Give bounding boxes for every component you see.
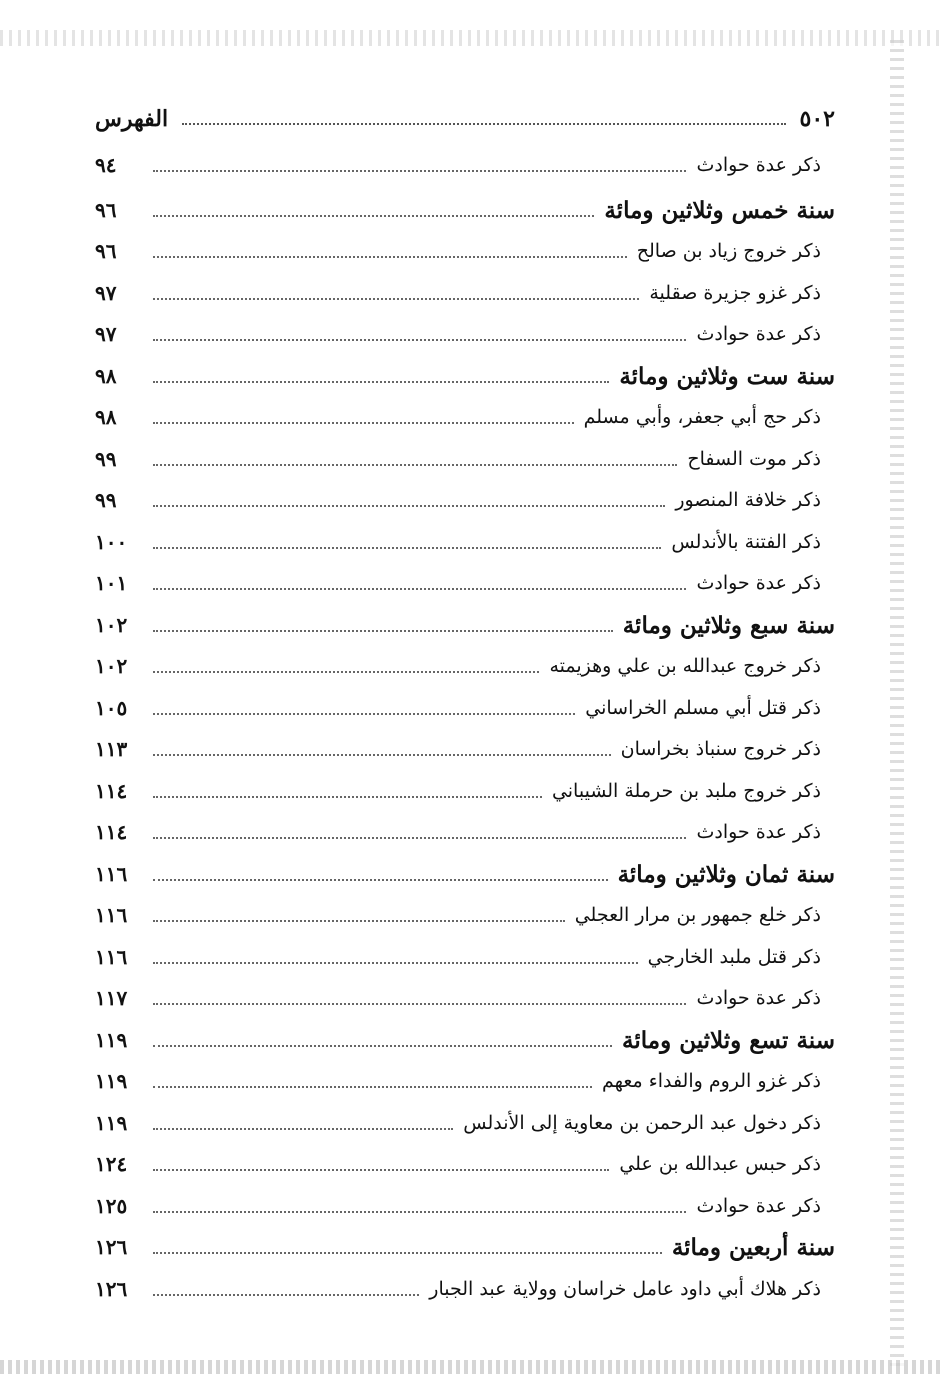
toc-entry-title: ذكر خروج عبدالله بن علي وهزيمته bbox=[549, 655, 821, 677]
toc-entry bbox=[95, 232, 835, 270]
dot-leader bbox=[153, 879, 608, 881]
dot-leader bbox=[153, 1128, 453, 1130]
dot-leader bbox=[153, 671, 539, 673]
toc-page-number: ١١٦ bbox=[95, 862, 128, 886]
toc-year-heading bbox=[95, 357, 835, 395]
toc-page-number: ١١٣ bbox=[95, 737, 128, 761]
toc-entry-title: ذكر غزو الروم والفداء معهم bbox=[601, 1070, 821, 1092]
dot-leader bbox=[153, 1169, 609, 1171]
toc-page-number: ٩٧ bbox=[95, 322, 117, 346]
toc-year-heading bbox=[95, 1021, 835, 1059]
toc-entry-title: ذكر خروج سنباذ بخراسان bbox=[620, 738, 821, 760]
toc-entry-title: ذكر قتل ملبد الخارجي bbox=[647, 946, 821, 968]
page-border-bottom bbox=[0, 1360, 943, 1374]
toc-page-number: ١١٩ bbox=[95, 1111, 128, 1135]
toc-page-number: ٩٨ bbox=[95, 405, 117, 429]
page-number: ٥٠٢ bbox=[799, 106, 835, 132]
toc-year-heading bbox=[95, 191, 835, 229]
toc-entry-title: سنة خمس وثلاثين ومائة bbox=[604, 196, 835, 224]
toc-entry bbox=[95, 772, 835, 810]
dot-leader bbox=[153, 1086, 592, 1088]
dot-leader bbox=[153, 505, 665, 507]
toc-entry-title: ذكر خلع جمهور بن مرار العجلي bbox=[574, 904, 821, 926]
dot-leader bbox=[153, 1003, 686, 1005]
toc-entry-title: ذكر عدة حوادث bbox=[696, 572, 821, 594]
dot-leader bbox=[153, 1294, 419, 1296]
dot-leader bbox=[153, 1252, 662, 1254]
dot-leader bbox=[153, 256, 627, 258]
toc-entry-title: سنة ست وثلاثين ومائة bbox=[619, 362, 835, 390]
toc-page-number: ١٠٠ bbox=[95, 530, 128, 554]
toc-entry bbox=[95, 813, 835, 851]
toc-page-number: ١٠٢ bbox=[95, 613, 128, 637]
toc-entry bbox=[95, 1270, 835, 1308]
toc-page-number: ٩٨ bbox=[95, 364, 117, 388]
dot-leader bbox=[153, 547, 661, 549]
dot-leader bbox=[153, 170, 686, 172]
toc-entry-title: ذكر عدة حوادث bbox=[696, 1195, 821, 1217]
toc-page-number: ١١٩ bbox=[95, 1069, 128, 1093]
toc-page-number: ١٠٥ bbox=[95, 696, 128, 720]
toc-page-number: ١٢٦ bbox=[95, 1277, 128, 1301]
toc-entry bbox=[95, 730, 835, 768]
dot-leader bbox=[153, 962, 638, 964]
toc-page-number: ٩٧ bbox=[95, 281, 117, 305]
toc-year-heading bbox=[95, 1228, 835, 1266]
toc-page-number: ١١٩ bbox=[95, 1028, 128, 1052]
toc-entry-title: ذكر حج أبي جعفر، وأبي مسلم bbox=[583, 406, 821, 428]
toc-entry-title: ذكر موت السفاح bbox=[687, 448, 821, 470]
toc-year-heading bbox=[95, 855, 835, 893]
toc-entry-title: سنة ثمان وثلاثين ومائة bbox=[617, 860, 835, 888]
toc-page-number: ١١٤ bbox=[95, 779, 128, 803]
dot-leader bbox=[153, 422, 574, 424]
dot-leader bbox=[153, 381, 609, 383]
toc-page-number: ١٢٦ bbox=[95, 1235, 128, 1259]
toc-page-number: ٩٤ bbox=[95, 153, 117, 177]
toc-entry-title: ذكر عدة حوادث bbox=[696, 987, 821, 1009]
header-leader bbox=[182, 123, 785, 125]
toc-entry-title: سنة تسع وثلاثين ومائة bbox=[622, 1026, 835, 1054]
toc-page-number: ١٠١ bbox=[95, 571, 128, 595]
page-border-top bbox=[0, 30, 943, 46]
toc-entry bbox=[95, 938, 835, 976]
toc-entry-title: سنة أربعين ومائة bbox=[671, 1233, 835, 1261]
toc-entry bbox=[95, 274, 835, 312]
dot-leader bbox=[153, 298, 639, 300]
toc-page-number: ١٠٢ bbox=[95, 654, 128, 678]
toc-entry-title: ذكر عدة حوادث bbox=[696, 323, 821, 345]
toc-page-number: ٩٦ bbox=[95, 198, 117, 222]
toc-entry-title: ذكر خروج زياد بن صالح bbox=[636, 240, 821, 262]
dot-leader bbox=[153, 464, 677, 466]
toc-entry-title: ذكر حبس عبدالله بن علي bbox=[619, 1153, 821, 1175]
toc-entry bbox=[95, 440, 835, 478]
toc-entry bbox=[95, 315, 835, 353]
toc-entry bbox=[95, 1062, 835, 1100]
toc-entry-title: ذكر عدة حوادث bbox=[696, 154, 821, 176]
toc-page-number: ١١٧ bbox=[95, 986, 128, 1010]
toc-entry-title: ذكر هلاك أبي داود عامل خراسان وولاية عبد الجبار bbox=[429, 1278, 821, 1300]
toc-entry bbox=[95, 1187, 835, 1225]
dot-leader bbox=[153, 630, 613, 632]
toc-entry bbox=[95, 564, 835, 602]
toc-entry-title: ذكر دخول عبد الرحمن بن معاوية إلى الأندلس bbox=[463, 1112, 821, 1134]
toc-entry bbox=[95, 146, 835, 184]
dot-leader bbox=[153, 713, 575, 715]
toc-entry bbox=[95, 523, 835, 561]
toc-entry bbox=[95, 481, 835, 519]
toc-entry bbox=[95, 1104, 835, 1142]
toc-page-number: ١٢٥ bbox=[95, 1194, 128, 1218]
toc-entry bbox=[95, 398, 835, 436]
toc-page-number: ٩٩ bbox=[95, 447, 117, 471]
page-header bbox=[95, 102, 835, 136]
toc-entry-title: ذكر عدة حوادث bbox=[696, 821, 821, 843]
toc-entry bbox=[95, 896, 835, 934]
toc-entry bbox=[95, 1145, 835, 1183]
toc-entry-title: ذكر خروج ملبد بن حرملة الشيباني bbox=[551, 780, 821, 802]
toc-entry bbox=[95, 979, 835, 1017]
toc-page-number: ١١٦ bbox=[95, 945, 128, 969]
toc-entry-title: سنة سبع وثلاثين ومائة bbox=[622, 611, 835, 639]
page-title: الفهرس bbox=[95, 106, 169, 132]
toc-page-number: ٩٦ bbox=[95, 239, 117, 263]
dot-leader bbox=[153, 1045, 612, 1047]
toc-page-number: ١٢٤ bbox=[95, 1152, 128, 1176]
dot-leader bbox=[153, 920, 565, 922]
toc-entry bbox=[95, 647, 835, 685]
toc-page-number: ١١٦ bbox=[95, 903, 128, 927]
dot-leader bbox=[153, 215, 594, 217]
dot-leader bbox=[153, 754, 611, 756]
toc-page-number: ١١٤ bbox=[95, 820, 128, 844]
toc-entry bbox=[95, 689, 835, 727]
dot-leader bbox=[153, 588, 686, 590]
page-border-right bbox=[890, 40, 904, 1370]
toc-entry-title: ذكر الفتنة بالأندلس bbox=[671, 531, 821, 553]
toc-entry-title: ذكر خلافة المنصور bbox=[675, 489, 821, 511]
dot-leader bbox=[153, 1211, 686, 1213]
toc-entry-title: ذكر قتل أبي مسلم الخراساني bbox=[585, 697, 821, 719]
dot-leader bbox=[153, 339, 686, 341]
toc-year-heading bbox=[95, 606, 835, 644]
dot-leader bbox=[153, 796, 542, 798]
dot-leader bbox=[153, 837, 686, 839]
toc-page-number: ٩٩ bbox=[95, 488, 117, 512]
toc-entry-title: ذكر غزو جزيرة صقلية bbox=[649, 282, 821, 304]
